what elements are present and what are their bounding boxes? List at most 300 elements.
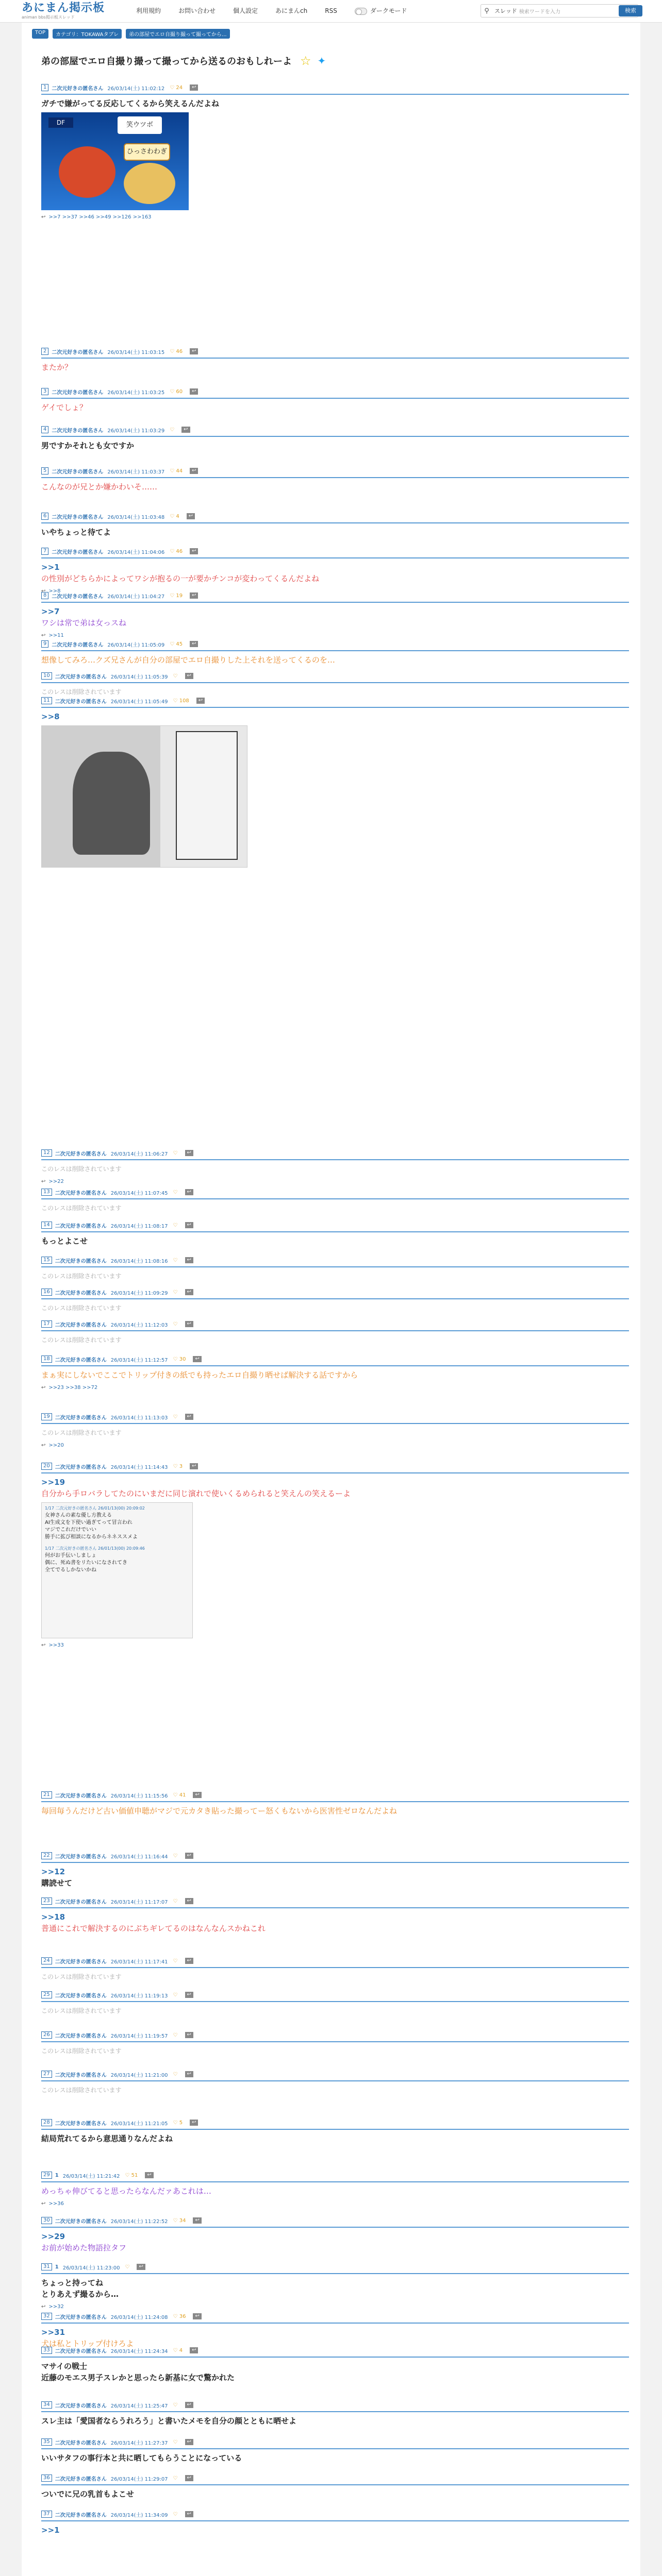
post-author: 二次元好きの匿名さん	[55, 2476, 107, 2482]
like-button[interactable]	[173, 2218, 186, 2224]
post-body	[41, 654, 629, 666]
like-button[interactable]	[173, 1958, 178, 1964]
like-button[interactable]	[173, 1899, 178, 1904]
post-number[interactable]: 32	[41, 2313, 52, 2320]
dark-mode-toggle[interactable]	[355, 6, 407, 15]
post-body	[41, 1971, 629, 1982]
post-divider	[41, 2448, 629, 2449]
post-meta	[41, 2510, 629, 2518]
post-number[interactable]: 16	[41, 1289, 52, 1296]
post-text: このレスは削除されています	[41, 1273, 122, 1280]
post-author: 二次元好きの匿名さん	[52, 428, 104, 434]
toggle-switch-icon[interactable]	[355, 8, 367, 15]
anchor-link[interactable]: >>7	[41, 607, 60, 616]
nav-terms[interactable]: 利用規約	[136, 7, 161, 14]
post-number[interactable]: 19	[41, 1413, 52, 1420]
post-meta	[41, 1288, 629, 1296]
post-number[interactable]: 21	[41, 1791, 52, 1799]
reply-button[interactable]: ↩	[190, 468, 198, 474]
image-text: マジでこれだけでいい	[45, 1527, 96, 1533]
like-button[interactable]	[170, 593, 183, 599]
heart-icon: ♡	[170, 388, 175, 395]
like-button[interactable]	[173, 1992, 178, 1998]
post-meta	[41, 2438, 629, 2446]
post-divider	[41, 522, 629, 523]
post-divider	[41, 2041, 629, 2042]
reply-button[interactable]: ↩	[145, 2172, 153, 2178]
heart-icon: ♡	[173, 2313, 178, 2319]
post-date: 26/03/14(土) 11:04:06	[107, 549, 165, 555]
post-body	[41, 562, 629, 584]
like-button[interactable]	[170, 349, 183, 354]
like-button[interactable]	[173, 1792, 186, 1798]
post-number[interactable]: 36	[41, 2475, 52, 2482]
post-text: ちょっと持ってね とりあえず撮るから…	[41, 2278, 119, 2299]
image-text: 勝手に拡び相談になるからネネススメよ	[45, 1534, 138, 1540]
post-meta	[41, 640, 629, 648]
reply-button[interactable]: ↩	[190, 592, 198, 599]
post-number[interactable]: 20	[41, 1463, 52, 1470]
post-number[interactable]: 14	[41, 1222, 52, 1229]
logo-title[interactable]: あにまん掲示板	[22, 2, 105, 14]
post-divider	[41, 1159, 629, 1160]
post-number[interactable]: 18	[41, 1355, 52, 1363]
post-divider	[41, 650, 629, 651]
reply-button[interactable]: ↩	[185, 1321, 193, 1327]
like-button[interactable]	[170, 641, 183, 647]
post-number[interactable]: 25	[41, 1991, 52, 1998]
post	[41, 1221, 629, 1247]
like-count: 44	[176, 468, 183, 474]
reply-button[interactable]: ↩	[193, 1356, 201, 1362]
post-image[interactable]	[41, 112, 189, 210]
post-divider	[41, 1862, 629, 1863]
post-text: ガチで嫌がってる反応してくるから笑えるんだよね	[41, 99, 220, 108]
post-author: 二次元好きの匿名さん	[55, 2121, 107, 2127]
like-button[interactable]	[170, 549, 183, 554]
post	[41, 2216, 629, 2253]
reply-button[interactable]: ↩	[185, 1222, 193, 1228]
like-count: 36	[179, 2313, 186, 2319]
heart-icon: ♡	[173, 1898, 178, 1904]
reply-anchors[interactable]: >>7 >>37 >>46 >>49 >>126 >>163	[48, 214, 152, 220]
post-text: 犬は私とトリップ付けろよ	[41, 2339, 134, 2348]
reply-button[interactable]: ↩	[185, 1257, 193, 1263]
post	[41, 672, 629, 698]
post-number[interactable]: 8	[41, 592, 48, 599]
breadcrumb	[32, 29, 234, 39]
like-count: 30	[179, 1356, 186, 1362]
post	[41, 1149, 629, 1184]
post-meta	[41, 1991, 629, 1999]
reply-button[interactable]: ↩	[190, 641, 198, 647]
post-number[interactable]: 28	[41, 2119, 52, 2126]
like-button[interactable]	[173, 2439, 178, 2445]
image-text: 女神さんの素な優し方教える	[45, 1513, 112, 1518]
reply-button[interactable]: ↩	[185, 1189, 193, 1195]
post	[41, 2119, 629, 2144]
heart-icon: ♡	[173, 2071, 178, 2077]
post-number[interactable]: 15	[41, 1257, 52, 1264]
like-button[interactable]	[173, 2120, 183, 2126]
post-author: 1	[55, 2264, 59, 2270]
post-author: 二次元好きの匿名さん	[52, 86, 104, 92]
heart-icon: ♡	[173, 2402, 178, 2408]
post-divider	[41, 1198, 629, 1199]
post-number[interactable]: 37	[41, 2511, 52, 2518]
post-number[interactable]: 29	[41, 2172, 52, 2179]
post-divider	[41, 2411, 629, 2412]
like-button[interactable]	[173, 673, 178, 679]
post	[41, 2438, 629, 2464]
breadcrumb-category[interactable]: カテゴリ：TOKAWAタブレ	[53, 29, 122, 39]
post-body	[41, 1302, 629, 1314]
like-button[interactable]	[173, 1357, 186, 1362]
heart-icon: ♡	[170, 348, 175, 354]
post-meta	[41, 2312, 629, 2320]
heart-icon: ♡	[173, 1792, 178, 1798]
reply-button[interactable]: ↩	[190, 388, 198, 395]
heart-icon: ♡	[173, 1356, 178, 1362]
post-meta	[41, 1221, 629, 1229]
post-number[interactable]: 24	[41, 1957, 52, 1964]
reply-button[interactable]: ↩	[193, 2313, 201, 2319]
reply-button[interactable]: ↩	[185, 1992, 193, 1998]
post-meta	[41, 2171, 629, 2179]
like-button[interactable]	[173, 1321, 178, 1327]
image-text: ひっさわわぎ	[124, 143, 170, 161]
post	[41, 2171, 629, 2207]
heart-icon: ♡	[173, 673, 178, 679]
post-divider	[41, 1472, 629, 1473]
like-button[interactable]	[173, 2402, 178, 2408]
logo-subtitle: animan bbs掲示板スレッド	[22, 15, 75, 20]
reply-button[interactable]: ↩	[185, 1958, 193, 1964]
post-body	[41, 1334, 629, 1346]
anchor-link[interactable]: >>29	[41, 2232, 65, 2241]
image-text: 1/17 二次元好きの匿名さん 26/01/13(00) 20:09:02	[45, 1506, 145, 1511]
like-button[interactable]	[173, 2476, 178, 2481]
post-number[interactable]: 35	[41, 2438, 52, 2446]
post-meta	[41, 591, 629, 600]
reply-arrow-icon: ↩	[41, 633, 46, 638]
post-meta	[41, 83, 629, 92]
post-number[interactable]: 17	[41, 1320, 52, 1328]
post-author: 二次元好きの匿名さん	[55, 674, 107, 680]
reply-button[interactable]: ↩	[190, 1463, 198, 1469]
reply-arrow-icon: ↩	[41, 214, 46, 220]
like-button[interactable]	[173, 2072, 178, 2077]
post-image[interactable]	[41, 725, 247, 868]
post-author: 二次元好きの匿名さん	[55, 2314, 107, 2320]
post	[41, 2346, 629, 2383]
like-button[interactable]	[170, 427, 174, 433]
search-scope-select[interactable]: スレッド	[494, 8, 517, 14]
search-box[interactable]	[481, 4, 638, 18]
reply-anchors[interactable]: >>8	[48, 588, 61, 594]
reply-button[interactable]: ↩	[185, 2475, 193, 2481]
post-text: このレスは削除されています	[41, 1165, 122, 1173]
like-button[interactable]	[173, 2512, 178, 2517]
post-divider	[41, 1365, 629, 1366]
search-input[interactable]: 検索ワードを入力	[519, 9, 560, 15]
reply-button[interactable]: ↩	[190, 84, 198, 91]
post-divider	[41, 2323, 629, 2324]
post-body	[41, 2084, 629, 2096]
heart-icon: ♡	[170, 548, 175, 554]
reply-button[interactable]: ↩	[185, 1150, 193, 1156]
like-button[interactable]	[173, 2348, 183, 2353]
post-meta	[41, 1897, 629, 1905]
reply-anchors[interactable]: >>23 >>38 >>72	[48, 1385, 98, 1391]
post-divider	[41, 477, 629, 478]
post-number[interactable]: 31	[41, 2263, 52, 2270]
reply-button[interactable]: ↩	[196, 698, 205, 704]
like-button[interactable]	[173, 1464, 183, 1469]
post-meta	[41, 2031, 629, 2039]
reply-button[interactable]: ↩	[185, 673, 193, 679]
post-divider	[41, 358, 629, 359]
post-number[interactable]: 1	[41, 84, 48, 91]
heart-icon: ♡	[173, 698, 178, 704]
reply-arrow-icon: ↩	[41, 2304, 46, 2310]
post-number[interactable]: 12	[41, 1149, 52, 1157]
spacer	[45, 1541, 189, 1545]
reply-button[interactable]: ↩	[181, 427, 190, 433]
main-content	[22, 23, 640, 2576]
like-button[interactable]	[173, 2032, 178, 2038]
reply-anchors[interactable]: >>32	[48, 2304, 64, 2310]
post-text: の性別がどちらかによってワシが抱るの一が要かチンコが変わってくるんだよね	[41, 574, 320, 583]
anchor-link[interactable]: >>12	[41, 1867, 65, 1876]
post-divider	[41, 2520, 629, 2521]
site-logo[interactable]	[22, 2, 105, 20]
post-number[interactable]: 33	[41, 2347, 52, 2354]
reply-button[interactable]: ↩	[185, 1853, 193, 1859]
post-date: 26/03/14(土) 11:13:03	[110, 1415, 168, 1421]
heart-icon: ♡	[173, 1257, 178, 1263]
like-button[interactable]	[173, 1290, 178, 1295]
post-body	[41, 481, 629, 493]
post	[41, 2510, 629, 2536]
like-button[interactable]	[125, 2173, 138, 2178]
nav-contact[interactable]: お問い合わせ	[178, 7, 216, 14]
post-divider	[41, 2273, 629, 2274]
post-meta	[41, 2401, 629, 2409]
post-number[interactable]: 27	[41, 2071, 52, 2078]
post-author: 二次元好きの匿名さん	[55, 1793, 107, 1799]
post-text: ワシは常で弟は女っスね	[41, 618, 127, 628]
like-button[interactable]	[173, 1853, 178, 1859]
post-meta	[41, 387, 629, 396]
reply-links	[41, 2201, 629, 2207]
post-text: 自分から手ロバラしてたのにいまだに同じ演れで使いくるめられると笑えんの笑えるーよ	[41, 1489, 351, 1498]
reply-button[interactable]: ↩	[190, 2120, 198, 2126]
like-count: 108	[179, 698, 189, 704]
anchor-link[interactable]: >>1	[41, 2526, 60, 2535]
like-button[interactable]	[170, 389, 183, 395]
anchor-link[interactable]: >>19	[41, 1478, 65, 1487]
like-button[interactable]	[173, 1258, 178, 1263]
post-meta	[41, 2070, 629, 2078]
post-date: 26/03/14(土) 11:08:17	[110, 1223, 168, 1229]
post-text: このレスは削除されています	[41, 688, 122, 696]
post-author: 二次元好きの匿名さん	[52, 514, 104, 520]
image-text: 偶に、死ぬ書をリたいになされてき	[45, 1560, 127, 1566]
post	[41, 2031, 629, 2057]
breadcrumb-thread[interactable]: 弟の部屋でエロ自撮り撮って撮ってから...	[126, 29, 230, 39]
nav-settings[interactable]: 個人設定	[233, 7, 258, 14]
post-date: 26/03/14(土) 11:27:37	[110, 2440, 168, 2446]
reply-button[interactable]: ↩	[185, 1898, 193, 1904]
post-divider	[41, 2484, 629, 2485]
character-shape	[59, 146, 115, 198]
anchor-link[interactable]: >>1	[41, 563, 60, 572]
like-button[interactable]	[173, 1223, 178, 1228]
image-text: 何がお手伝いしましょ	[45, 1553, 96, 1558]
post-text: またか？	[41, 363, 73, 372]
reply-button[interactable]: ↩	[185, 2439, 193, 2445]
reply-button[interactable]: ↩	[185, 2511, 193, 2517]
reply-anchors[interactable]: >>11	[48, 633, 64, 638]
post-number[interactable]: 9	[41, 640, 48, 648]
post	[41, 1791, 629, 1817]
reply-button[interactable]: ↩	[190, 2347, 198, 2353]
post-meta	[41, 426, 629, 434]
heart-icon: ♡	[173, 2511, 178, 2517]
like-button[interactable]	[125, 2264, 130, 2270]
like-button[interactable]	[173, 698, 189, 704]
post-date: 26/03/14(土) 11:24:08	[110, 2314, 168, 2320]
reply-button[interactable]: ↩	[137, 2264, 145, 2270]
post-body	[41, 1911, 629, 1934]
reply-anchors[interactable]: >>22	[48, 1179, 64, 1184]
like-button[interactable]	[173, 2314, 186, 2319]
post-number[interactable]: 4	[41, 426, 48, 433]
post-number[interactable]: 6	[41, 513, 48, 520]
star-icon[interactable]: ☆	[300, 54, 311, 68]
post-text: いいサタフの事行本と共に晒してもらうことになっている	[41, 2453, 242, 2463]
post-number[interactable]: 13	[41, 1189, 52, 1196]
post-meta	[41, 2263, 629, 2271]
reply-button[interactable]: ↩	[193, 1792, 201, 1798]
post	[41, 591, 629, 638]
post-number[interactable]: 22	[41, 1852, 52, 1859]
reply-anchors[interactable]: >>20	[48, 1443, 64, 1448]
post-text: 購読せて	[41, 1878, 73, 1888]
reply-anchors[interactable]: >>33	[48, 1642, 64, 1648]
like-button[interactable]	[173, 1414, 178, 1420]
like-button[interactable]	[170, 85, 183, 91]
breadcrumb-top[interactable]: TOP	[32, 29, 48, 39]
nav-animanch[interactable]: あにまんch	[275, 7, 308, 14]
post-date: 26/03/14(土) 11:05:09	[107, 642, 165, 648]
reply-button[interactable]: ↩	[185, 2402, 193, 2408]
post	[41, 1355, 629, 1391]
post-meta	[41, 2216, 629, 2225]
reply-button[interactable]: ↩	[185, 1414, 193, 1420]
like-button[interactable]	[173, 1150, 178, 1156]
like-button[interactable]	[170, 514, 179, 519]
reply-button[interactable]: ↩	[185, 1289, 193, 1295]
reply-anchors[interactable]: >>36	[48, 2201, 64, 2207]
nav-rss[interactable]: RSS	[325, 7, 337, 14]
post-divider	[41, 1231, 629, 1232]
post-author: 二次元好きの匿名さん	[52, 389, 104, 396]
anchor-link[interactable]: >>18	[41, 1912, 65, 1922]
post-divider	[41, 94, 629, 95]
post-text: いやちょっと待てよ	[41, 528, 111, 537]
post-meta	[41, 547, 629, 555]
like-button[interactable]	[173, 1190, 178, 1195]
site-header	[0, 0, 662, 23]
reply-button[interactable]: ↩	[190, 548, 198, 554]
like-count: 46	[176, 348, 183, 354]
post	[41, 1852, 629, 1889]
post-date: 26/03/14(土) 11:15:56	[110, 1793, 168, 1799]
post-number[interactable]: 30	[41, 2217, 52, 2224]
anchor-link[interactable]: >>8	[41, 712, 60, 721]
post-number[interactable]: 26	[41, 2031, 52, 2039]
like-button[interactable]	[170, 468, 183, 474]
reply-button[interactable]: ↩	[190, 348, 198, 354]
post	[41, 1991, 629, 2016]
image-text: AI生成文を下使い過ぎてって冒言われ	[45, 1520, 133, 1526]
post-author: 二次元好きの匿名さん	[55, 1959, 107, 1965]
post-date: 26/03/14(土) 11:29:07	[110, 2476, 168, 2482]
reply-button[interactable]: ↩	[185, 2071, 193, 2077]
post-number[interactable]: 11	[41, 697, 52, 704]
search-button[interactable]: 検索	[619, 5, 642, 16]
post-divider	[41, 2227, 629, 2228]
post-author: 二次元好きの匿名さん	[52, 642, 104, 648]
heart-icon: ♡	[170, 427, 175, 433]
heart-icon: ♡	[173, 2032, 178, 2038]
like-count: 45	[176, 641, 183, 647]
post-number[interactable]: 2	[41, 348, 48, 355]
post-author: 二次元好きの匿名さん	[55, 2440, 107, 2446]
anchor-link[interactable]: >>31	[41, 2328, 65, 2337]
post-author: 二次元好きの匿名さん	[55, 1854, 107, 1860]
reply-arrow-icon: ↩	[41, 1642, 46, 1648]
twitter-icon[interactable]: ✦	[317, 55, 326, 67]
heart-icon: ♡	[170, 513, 175, 519]
post-meta	[41, 467, 629, 475]
post-author: 二次元好きの匿名さん	[52, 549, 104, 555]
heart-icon: ♡	[125, 2172, 130, 2178]
post-number[interactable]: 10	[41, 672, 52, 680]
speech-bubble	[176, 731, 238, 860]
post-number[interactable]: 7	[41, 548, 48, 555]
image-text: 笑ウツボ	[118, 116, 162, 134]
post-image[interactable]	[41, 1502, 193, 1638]
reply-button[interactable]: ↩	[185, 2032, 193, 2038]
post-number[interactable]: 34	[41, 2401, 52, 2409]
post-date: 26/03/14(土) 11:12:57	[110, 1357, 168, 1363]
reply-button[interactable]: ↩	[187, 513, 195, 519]
post-meta	[41, 1355, 629, 1363]
post-number[interactable]: 5	[41, 467, 48, 474]
reply-links	[41, 1443, 629, 1448]
post-text: このレスは削除されています	[41, 1304, 122, 1312]
post-number[interactable]: 23	[41, 1897, 52, 1905]
post	[41, 2312, 629, 2349]
post-number[interactable]: 3	[41, 388, 48, 395]
post-date: 26/03/14(土) 11:03:15	[107, 349, 165, 355]
post-body	[41, 2005, 629, 2016]
post-date: 26/03/14(土) 11:17:07	[110, 1899, 168, 1905]
reply-button[interactable]: ↩	[193, 2217, 201, 2224]
